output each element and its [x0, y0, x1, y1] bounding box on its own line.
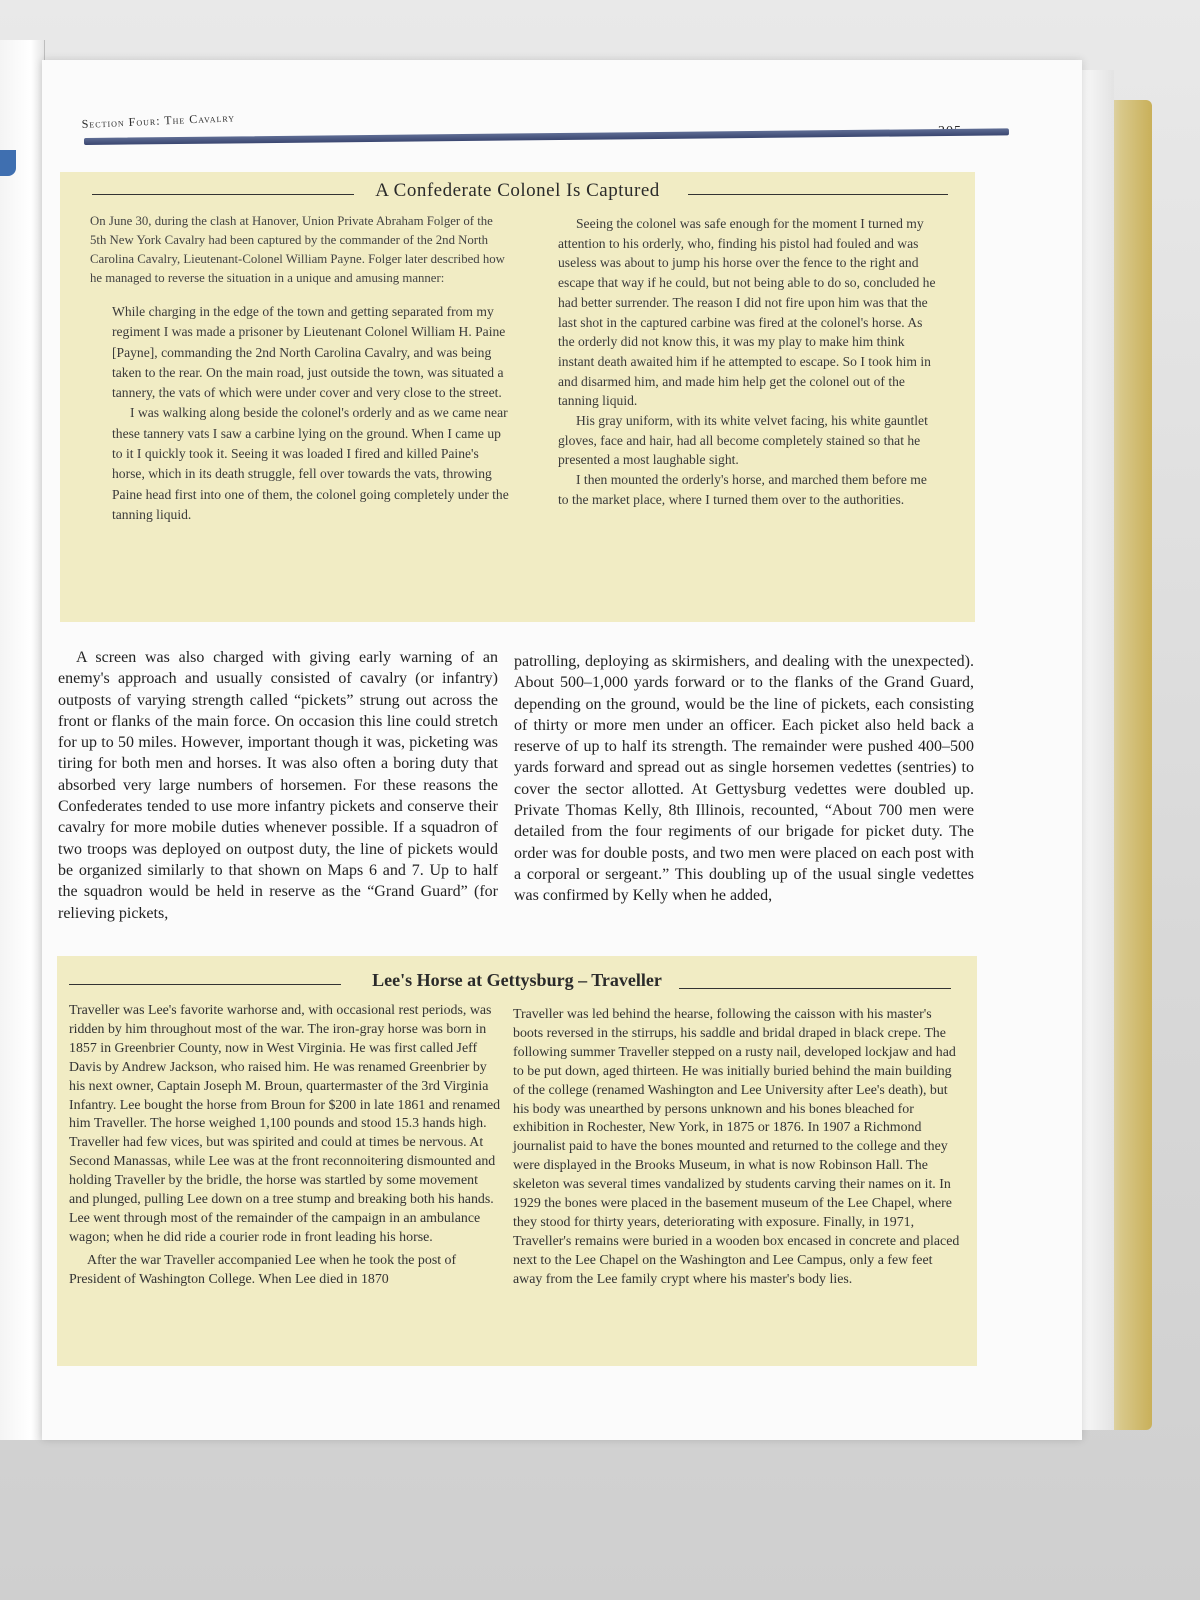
book-page — [42, 60, 1082, 1440]
sidebar-heading: Lee's Horse at Gettysburg – Traveller — [372, 970, 662, 990]
body-text-left-column: A screen was also charged with giving early warning of an enemy's approach and usually consisted of cavalry (or infantry) outposts of varying strength called “pickets” strung out across the front or flanks of the main force. On occasion this line could stretch for up to 50 miles. However, important though it was, picketing was tiring for both men and horses. It was also often a boring duty that absorbed very large numbers of horsemen. For these reasons the Confederates tended to use more infantry pickets and conserve their cavalry for more mobile duties whenever possible. If a squadron of two troops was deployed on outpost duty, the line of pickets would be organized similarly to that shown on Maps 6 and 7. Up to half the squadron would be held in reserve as the “Grand Guard” (for relieving pickets, — [58, 649, 498, 922]
facing-page-edge — [0, 40, 45, 1440]
sidebar-right-column — [513, 1006, 961, 1290]
sidebar-intro: On June 30, during the clash at Hanover, Union Private Abraham Folger of the 5th New York Cavalry had been captured by the commander of the 2nd North Carolina Cavalry, Lieutenant-Colonel William Payne. Folger later described how he managed to reverse the situation in a unique and amusing manner: — [90, 214, 505, 285]
quote-paragraph: While charging in the edge of the town and getting separated from my regiment I was made a prisoner by Lieutenant Colonel William H. Paine [Payne], commanding the 2nd North Carolina Cavalry, and was being taken to the rear. On the main road, just outside the town, was situated a tannery, the vats of which were under cover and very close to the street. — [112, 304, 506, 401]
sidebar-left-column — [90, 212, 510, 525]
quote-paragraph: His gray uniform, with its white velvet facing, his white gauntlet gloves, face and hair, had all become completely stained so that he presented a most laughable sight. — [558, 413, 928, 468]
sidebar-paragraph: After the war Traveller accompanied Lee when he took the post of President of Washington College. When Lee died in 1870 — [69, 1252, 457, 1287]
facing-page-tab — [0, 150, 16, 176]
sidebar-traveller — [57, 956, 977, 1366]
quote-paragraph: Seeing the colonel was safe enough for the moment I turned my attention to his orderly, who, finding his pistol had fouled and was useless was about to jump his horse over the fence to the right and escape that way if he could, but not being able to do so, concluded he had better surrender. The reason I did not fire upon him was that the last shot in the captured carbine was fired at the colonel's horse. As the orderly did not know this, it was my play to make him think instant death awaited him if he attempted to escape. So I took him in and disarmed him, and made him help get the colonel out of the tanning liquid. — [558, 216, 936, 409]
sidebar-right-column — [558, 214, 938, 510]
sidebar-confederate-colonel — [60, 172, 975, 622]
header-rule — [84, 128, 1009, 145]
quote-paragraph: I was walking along beside the colonel's orderly and as we came near these tannery vats I saw a carbine lying on the ground. When I came up to it I quickly took it. Seeing it was loaded I fired and killed Paine's horse, which in its death struggle, fell over towards the vats, throwing Paine head first into one of them, the colonel going completely under the tanning liquid. — [112, 405, 509, 522]
sidebar-heading: A Confederate Colonel Is Captured — [375, 180, 660, 201]
sidebar-paragraph: Traveller was led behind the hearse, following the caisson with his master's boots reversed in the stirrups, his saddle and bridal draped in black crepe. The following summer Traveller stepped on a rusty nail, developed lockjaw and had to be put down, aged thirteen. He was initially buried behind the main building of the college (renamed Washington and Lee University after Lee's death), but his body was unearthed by persons unknown and his bones bleached for exhibition in Rochester, New York, in 1875 or 1876. In 1907 a Richmond journalist paid to have the bones mounted and returned to the college and they were displayed in the Brooks Museum, in what is now Robinson Hall. The skeleton was several times vandalized by students carving their names on it. In 1929 the bones were placed in the basement museum of the Lee Chapel, where they stood for thirty years, deteriorating with exposure. Finally, in 1971, Traveller's remains were buried in a wooden box encased in concrete and placed next to the Lee Chapel on the Washington and Lee Campus, only a few feet away from the Lee family crypt where his master's body lies. — [513, 1007, 960, 1287]
body-text-right-column: patrolling, deploying as skirmishers, and dealing with the unexpected). About 500–1,000 yards forward or to the flanks of the Grand Guard, depending on the ground, would be the line of pickets, each consisting of thirty or more men under an officer. Each picket also held back a reserve of up to half its strength. The remainder were pushed 400–500 yards forward and spread out as single horsemen vedettes (sentries) to cover the sector allotted. At Gettysburg vedettes were doubled up. Private Thomas Kelly, 8th Illinois, recounted, “About 700 men were detailed from the four regiments of our brigade for picket duty. The order was for double posts, and two men were placed on each post with a corporal or sergeant.” This doubling up of the usual single vedettes was confirmed by Kelly when he added, — [514, 653, 974, 905]
sidebar-paragraph: Traveller was Lee's favorite warhorse and, with occasional rest periods, was ridden by him throughout most of the war. The iron-gray horse was born in 1857 in Greenbrier County, now in West Virginia. He was first called Jeff Davis by Andrew Jackson, who raised him. He was renamed Greenbrier by his next owner, Captain Joseph M. Broun, quartermaster of the 3rd Virginia Infantry. Lee bought the horse from Broun for $200 in late 1861 and renamed him Traveller. The horse weighed 1,100 pounds and stood 15.3 hands high. Traveller had few vices, but was spirited and could at times be nervous. At Second Manassas, while Lee was at the front reconnoitering dismounted and holding Traveller by the bridle, the horse was startled by some movement and plunged, pulling Lee down on a tree stump and breaking both his hands. Lee went through most of the remainder of the campaign in an ambulance wagon; when he did ride a courier rode in front leading his horse. — [69, 1003, 501, 1245]
sidebar-left-column — [69, 1002, 501, 1290]
sidebar-quote — [90, 302, 510, 525]
running-head-section: Section Four: The Cavalry — [81, 110, 236, 132]
quote-paragraph: I then mounted the orderly's horse, and marched them before me to the market place, where I turned them over to the authorities. — [558, 472, 927, 507]
